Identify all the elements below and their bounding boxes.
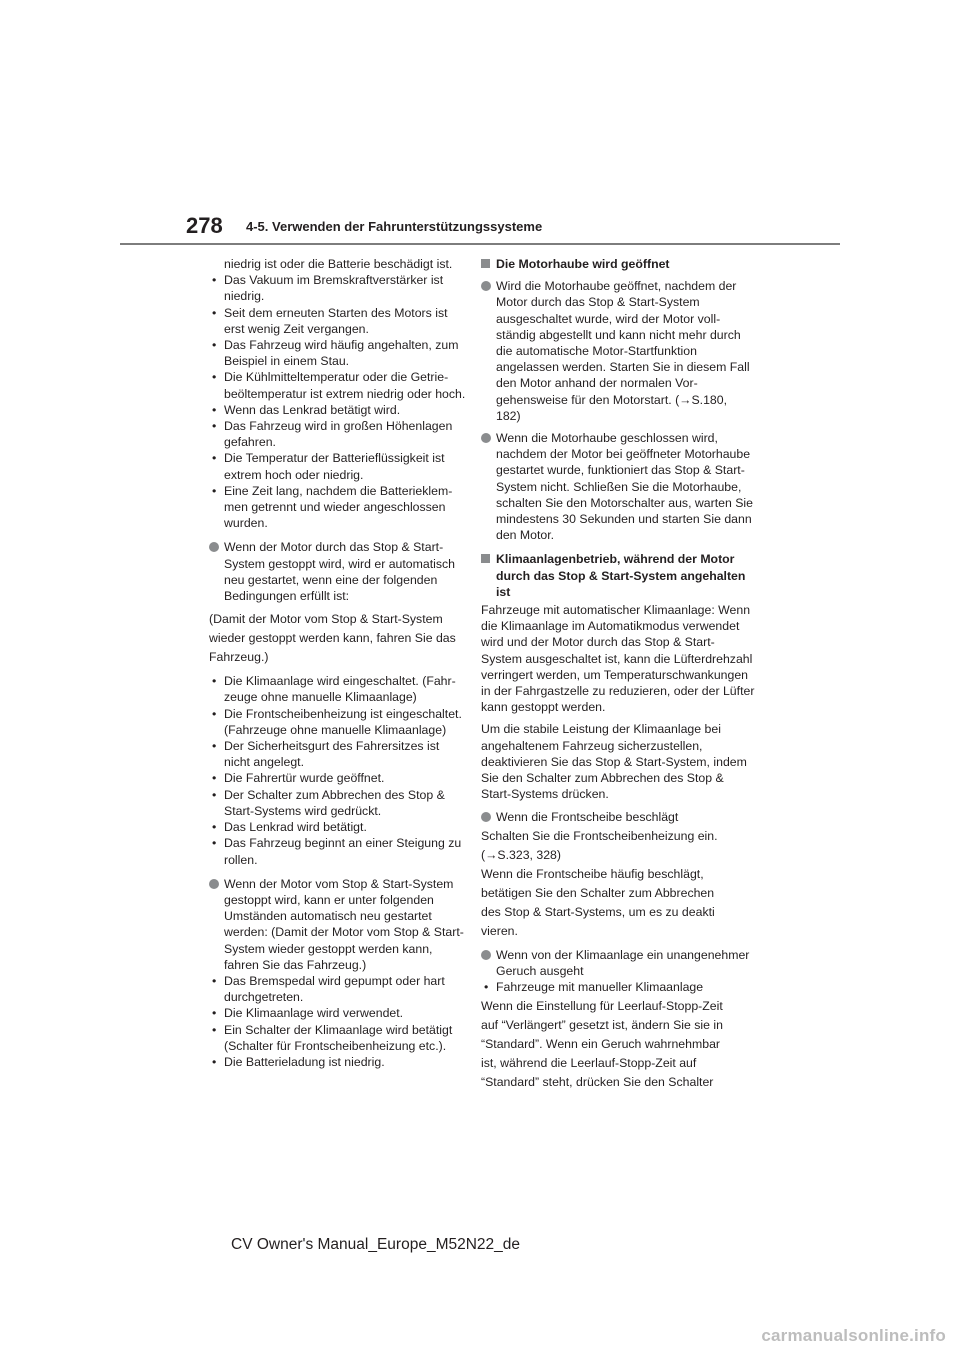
subheading-hood-opened: [481, 256, 755, 272]
paragraph-line: Schalten Sie die Frontscheibenheizung ein.: [481, 828, 718, 843]
footer-manual-name: CV Owner's Manual_Europe_M52N22_de: [231, 1236, 521, 1253]
circle-bullet-icon: [481, 950, 491, 960]
subheading-text: Die Motorhaube wird geöffnet: [496, 257, 670, 271]
list-item: • Ein Schalter der Klimaanlage wird betätigt (Schalter für Frontscheibenheizung etc.).: [209, 1022, 467, 1054]
list-item: • Die Frontscheibenheizung ist eingeschaltet. (Fahrzeuge ohne manuelle Klimaanlage): [209, 706, 467, 738]
list-item: • Das Fahrzeug wird in großen Höhenlagen gefahren.: [209, 418, 467, 450]
list-item: • Seit dem erneuten Starten des Motors ist erst wenig Zeit vergangen.: [209, 305, 467, 337]
note-auto-restart: [209, 876, 467, 973]
list-item: • Die Kühlmitteltemperatur oder die Getriebeöltemperatur ist extrem niedrig oder hoch.: [209, 369, 467, 401]
continued-text: niedrig ist oder die Batterie beschädigt ist.: [224, 257, 453, 271]
circle-bullet-icon: [481, 281, 491, 291]
right-column: [481, 256, 755, 1092]
square-bullet-icon: [481, 259, 490, 268]
watermark: carmanualsonline.info: [761, 1326, 946, 1345]
list-item: • Wenn das Lenkrad betätigt wird.: [209, 402, 467, 418]
circle-bullet-icon: [209, 542, 219, 552]
bullet-list-restart: [209, 673, 467, 867]
paragraph-line: ist, während die Leerlauf-Stopp-Zeit auf: [481, 1056, 697, 1071]
list-item: • Das Vakuum im Bremskraftverstärker ist niedrig.: [209, 272, 467, 304]
circle-bullet-icon: [481, 812, 491, 822]
left-column: [209, 256, 467, 1078]
note-text: Wird die Motorhaube geöffnet, nachdem der Motor durch das Stop & Start-System ausgeschaltet wurde, wird der Motor vollständig abgestellt und kann nicht mehr durch die automatische Motor-Startfunktion angelassen werden. Starten Sie in diesem Fall den Motor anhand der normalen Vorgehensweise für den Motorstart. (→S.180, 182): [496, 279, 750, 423]
bullet-list-conditions: [209, 272, 467, 531]
page-number: 278: [186, 213, 223, 238]
circle-bullet-icon: [481, 433, 491, 443]
note-restart-conditions: [209, 539, 467, 604]
list-item: • Die Batterieladung ist niedrig.: [209, 1054, 467, 1070]
note-hood-closed: [481, 430, 755, 543]
bullet-list-auto-restart: [209, 973, 467, 1070]
paragraph-line: wieder gestoppt werden kann, fahren Sie das: [209, 631, 456, 646]
note-hood-opened: [481, 278, 755, 424]
paragraph-line: Fahrzeug.): [209, 650, 269, 665]
list-item: • Die Temperatur der Batterieflüssigkeit ist extrem hoch oder niedrig.: [209, 450, 467, 482]
list-item: • Die Fahrertür wurde geöffnet.: [209, 770, 467, 786]
header-divider: [120, 243, 840, 245]
subheading-climate-operation: [481, 551, 755, 600]
list-item: • Das Fahrzeug wird häufig angehalten, zum Beispiel in einem Stau.: [209, 337, 467, 369]
paragraph-line: (→S.323, 328): [481, 847, 561, 862]
paragraph: Um die stabile Leistung der Klimaanlage bei angehaltenem Fahrzeug sicherzustellen, deaktivieren Sie das Stop & Start-System, indem Sie den Schalter zum Abbrechen des Stop & Start-Systems drücken.: [481, 722, 747, 802]
paragraph-line: Wenn die Frontscheibe häufig beschlägt,: [481, 866, 704, 881]
paragraph-line: vieren.: [481, 923, 518, 938]
note-odor: [481, 947, 755, 979]
note-text: Wenn die Motorhaube geschlossen wird, nachdem der Motor bei geöffneter Motorhaube gestartet wurde, funktioniert das Stop & Start-System nicht. Schließen Sie die Motorhaube, schalten Sie den Motorschalter aus, warten Sie mindestens 30 Sekunden und starten Sie dann den Motor.: [496, 431, 754, 543]
paragraph-line: des Stop & Start-Systems, um es zu deakti: [481, 904, 715, 919]
list-item: • Das Bremspedal wird gepumpt oder hart durchgetreten.: [209, 973, 467, 1005]
list-item: • Die Klimaanlage wird eingeschaltet. (Fahrzeuge ohne manuelle Klimaanlage): [209, 673, 467, 705]
list-item: • Der Schalter zum Abbrechen des Stop & Start-Systems wird gedrückt.: [209, 787, 467, 819]
list-item: • Das Lenkrad wird betätigt.: [209, 819, 467, 835]
paragraph-line: (Damit der Motor vom Stop & Start-System: [209, 612, 443, 627]
paragraph: Fahrzeuge mit automatischer Klimaanlage: Wenn die Klimaanlage im Automatikmodus verwendet wird und der Motor durch das Stop & Start-System ausgeschaltet ist, kann die Lüfterdrehzahl verringert werden, um Temperaturschwankungen in der Fahrgastzelle zu reduzieren, oder der Lüfter kann gestoppt werden.: [481, 603, 755, 715]
note-text: Wenn der Motor durch das Stop & Start-System gestoppt wird, wird er automatisch neu gestartet, wenn eine der folgenden Bedingungen erfüllt ist:: [224, 540, 455, 604]
paragraph-line: “Standard” steht, drücken Sie den Schalter: [481, 1075, 714, 1090]
paragraph-line: Wenn die Einstellung für Leerlauf-Stopp-Zeit: [481, 999, 723, 1014]
paragraph-line: “Standard”. Wenn ein Geruch wahrnehmbar: [481, 1037, 721, 1052]
square-bullet-icon: [481, 554, 490, 563]
note-text: Wenn die Frontscheibe beschlägt: [496, 809, 679, 824]
subheading-text: Klimaanlagenbetrieb, während der Motor durch das Stop & Start-System angehalten ist: [496, 552, 746, 599]
note-text: Wenn der Motor vom Stop & Start-System gestoppt wird, kann er unter folgenden Umständen automatisch neu gestartet werden: (Damit der Motor vom Stop & Start-System wieder gestoppt werden kann, fahren Sie das Fahrzeug.): [224, 876, 464, 972]
circle-bullet-icon: [209, 879, 219, 889]
list-item: • Das Fahrzeug beginnt an einer Steigung zu rollen.: [209, 835, 467, 867]
list-item: • Eine Zeit lang, nachdem die Batterieklemmen getrennt und wieder angeschlossen wurden.: [209, 483, 467, 532]
note-windshield-fog: [481, 809, 755, 825]
note-text: Wenn von der Klimaanlage ein unangenehmer Geruch ausgeht: [496, 947, 750, 978]
section-title: 4-5. Verwenden der Fahrunterstützungssysteme: [246, 219, 543, 234]
list-item: • Die Klimaanlage wird verwendet.: [209, 1005, 467, 1021]
list-item: • Der Sicherheitsgurt des Fahrersitzes ist nicht angelegt.: [209, 738, 467, 770]
paragraph-line: auf “Verlängert” gesetzt ist, ändern Sie sie in: [481, 1018, 723, 1033]
paragraph-line: betätigen Sie den Schalter zum Abbrechen: [481, 885, 715, 900]
list-item: • Fahrzeuge mit manueller Klimaanlage: [481, 979, 755, 995]
